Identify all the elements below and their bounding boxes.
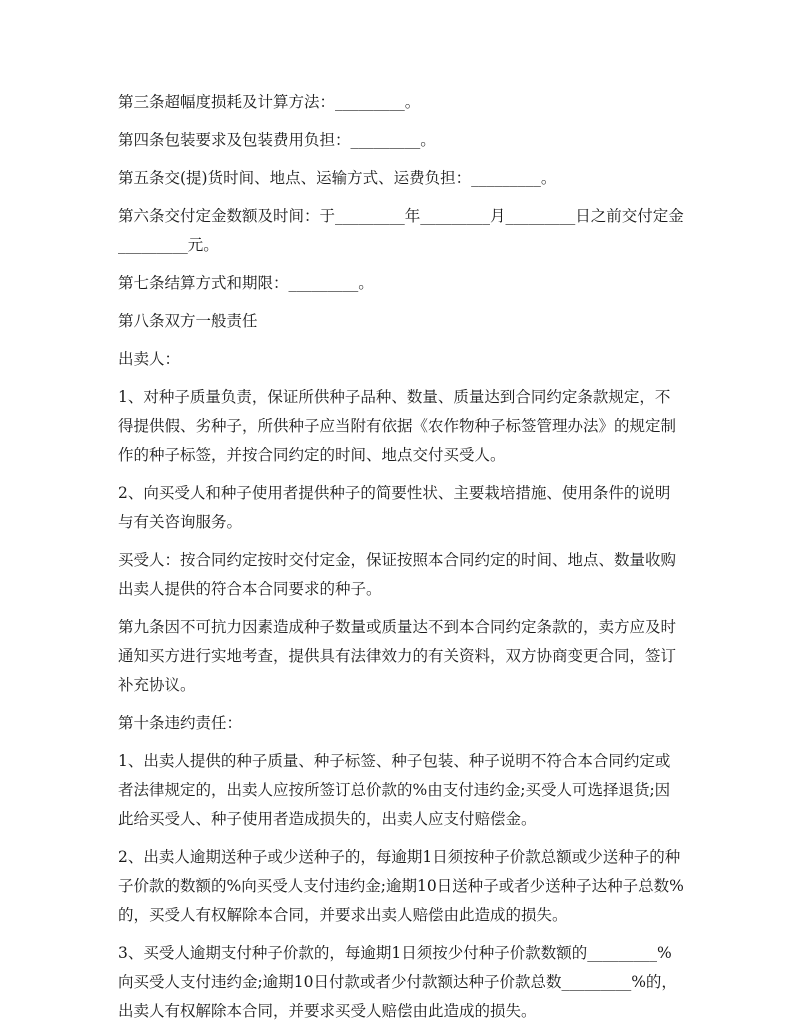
clause-3-paragraph: 第三条超幅度损耗及计算方法：_________。 (118, 93, 421, 111)
buyer-duty: 买受人：按合同约定按时交付定金，保证按照本合同约定的时间、地点、数量收购出卖人提供的符合本合同要求的种子。 (118, 551, 677, 598)
clause-8-heading: 第八条双方一般责任 (118, 312, 258, 330)
document-body (118, 88, 684, 1035)
clause-7-paragraph: 第七条结算方式和期限：_________。 (118, 274, 374, 292)
liability-item-3: 3、买受人逾期支付种子价款的，每逾期1日须按少付种子价款数额的_________%向买受人支付违约金;逾期10日付款或者少付款额达种子价款总数_________%的，出卖人有权解除本合同，并要求买受人赔偿由此造成的损失。 (118, 944, 677, 1020)
liability-item-2: 2、出卖人逾期送种子或少送种子的，每逾期1日须按种子价款总额或少送种子的种子价款的数额的%向买受人支付违约金;逾期10日送种子或者少送种子达种子总数%的，买受人有权解除本合同，并要求出卖人赔偿由此造成的损失。 (118, 848, 684, 924)
clause-10-heading: 第十条违约责任： (118, 714, 243, 732)
clause-9-paragraph: 第九条因不可抗力因素造成种子数量或质量达不到本合同约定条款的，卖方应及时通知买方进行实地考查，提供具有法律效力的有关资料，双方协商变更合同，签订补充协议。 (118, 618, 677, 694)
seller-label: 出卖人： (118, 350, 181, 368)
clause-6-paragraph: 第六条交付定金数额及时间：于_________年_________月_________日之前交付定金_________元。 (118, 207, 684, 254)
seller-duty-2: 2、向买受人和种子使用者提供种子的简要性状、主要栽培措施、使用条件的说明与有关咨询服务。 (118, 484, 671, 531)
clause-4-paragraph: 第四条包装要求及包装费用负担：_________。 (118, 131, 436, 149)
clause-5-paragraph: 第五条交(提)货时间、地点、运输方式、运费负担：_________。 (118, 169, 557, 187)
liability-item-1: 1、出卖人提供的种子质量、种子标签、种子包装、种子说明不符合本合同约定或者法律规定的，出卖人应按所签订总价款的%由支付违约金;买受人可选择退货;因此给买受人、种子使用者造成损失的，出卖人应支付赔偿金。 (118, 752, 671, 828)
seller-duty-1: 1、对种子质量负责，保证所供种子品种、数量、质量达到合同约定条款规定，不得提供假、劣种子，所供种子应当附有依据《农作物种子标签管理办法》的规定制作的种子标签，并按合同约定的时间、地点交付买受人。 (118, 388, 677, 464)
